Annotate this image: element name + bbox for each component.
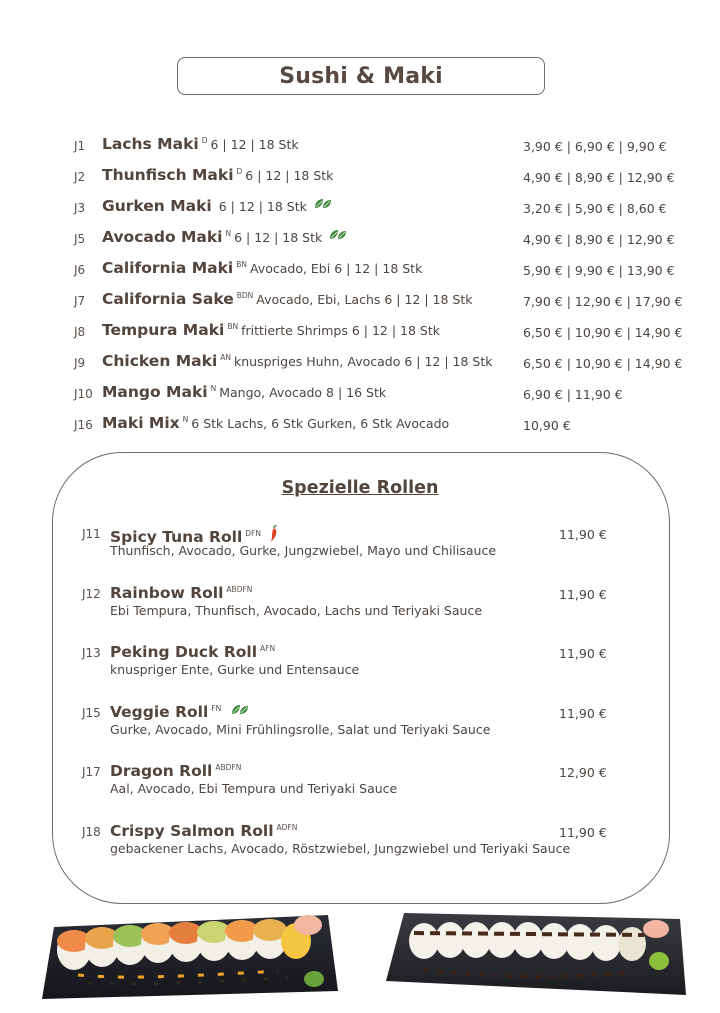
allergen-codes: N <box>182 415 189 424</box>
item-description: Mango, Avocado 8 | 16 Stk <box>219 385 387 400</box>
item-code: J8 <box>74 325 86 339</box>
item-line <box>102 259 422 277</box>
item-price: 3,20 € | 5,90 € | 8,60 € <box>523 201 667 216</box>
sushi-photo-rainbow-roll <box>38 905 344 1001</box>
maki-row <box>0 321 720 345</box>
item-name: Chicken Maki <box>102 352 218 370</box>
item-name: Tempura Maki <box>102 321 225 339</box>
item-code: J1 <box>74 139 86 153</box>
item-price: 5,90 € | 9,90 € | 13,90 € <box>523 263 675 278</box>
item-price: 11,90 € <box>559 824 607 840</box>
item-name: Spicy Tuna Roll <box>110 528 243 546</box>
vegetarian-leaf-icon <box>329 229 347 241</box>
allergen-codes: FN <box>211 703 222 713</box>
item-price: 10,90 € <box>523 418 571 433</box>
item-line <box>102 166 333 184</box>
item-description: 6 | 12 | 18 Stk <box>245 168 334 183</box>
allergen-codes: BN <box>236 260 247 269</box>
maki-row <box>0 352 720 376</box>
item-description: knuspriges Huhn, Avocado 6 | 12 | 18 Stk <box>234 354 493 369</box>
item-price: 6,50 € | 10,90 € | 14,90 € <box>523 325 683 340</box>
item-line <box>102 321 440 339</box>
item-price: 12,90 € <box>559 765 607 780</box>
chili-spicy-icon <box>268 525 280 543</box>
item-code: J12 <box>82 586 101 601</box>
allergen-codes: ADFN <box>276 822 298 832</box>
maki-row <box>0 228 720 252</box>
item-line <box>102 135 299 153</box>
item-line <box>110 643 278 661</box>
item-name: Mango Maki <box>102 383 208 401</box>
allergen-codes: D <box>236 167 243 176</box>
item-code: J11 <box>82 527 101 541</box>
item-description: frittierte Shrimps 6 | 12 | 18 Stk <box>241 323 440 338</box>
item-code: J17 <box>82 765 101 779</box>
special-roll-item <box>0 762 720 802</box>
item-code: J18 <box>82 824 101 839</box>
item-name: Dragon Roll <box>110 762 213 780</box>
item-line <box>102 414 449 432</box>
item-price: 3,90 € | 6,90 € | 9,90 € <box>523 139 667 154</box>
item-price: 11,90 € <box>559 586 607 602</box>
special-rolls-title: Spezielle Rollen <box>281 478 439 498</box>
item-description: 6 | 12 | 18 Stk <box>234 230 323 245</box>
item-name: Thunfisch Maki <box>102 166 234 184</box>
item-description: gebackener Lachs, Avocado, Röstzwiebel, Jungzwiebel und Teriyaki Sauce <box>110 840 571 856</box>
vegetarian-leaf-icon <box>231 704 249 716</box>
allergen-codes: D <box>201 136 208 145</box>
allergen-codes: AFN <box>260 644 276 653</box>
item-price: 4,90 € | 8,90 € | 12,90 € <box>523 232 675 247</box>
item-description: 6 | 12 | 18 Stk <box>218 199 307 214</box>
item-code: J9 <box>74 356 86 370</box>
maki-row <box>0 290 720 314</box>
item-line <box>102 197 332 215</box>
allergen-codes: ABDFN <box>226 584 253 594</box>
item-name: California Sake <box>102 290 234 308</box>
item-description: knuspriger Ente, Gurke und Entensauce <box>110 662 360 677</box>
item-name: Maki Mix <box>102 414 180 432</box>
item-line <box>102 352 492 370</box>
menu-title: Sushi & Maki <box>279 63 443 89</box>
vegetarian-leaf-icon <box>314 198 332 210</box>
maki-row <box>0 259 720 283</box>
item-name: Avocado Maki <box>102 228 223 246</box>
item-code: J7 <box>74 294 86 308</box>
item-line <box>102 228 347 246</box>
maki-row <box>0 135 720 159</box>
item-price: 6,90 € | 11,90 € <box>523 387 623 402</box>
special-roll-item <box>0 584 720 624</box>
maki-row <box>0 414 720 438</box>
menu-title-box <box>177 57 545 95</box>
item-description: Thunfisch, Avocado, Gurke, Jungzwiebel, Mayo und Chilisauce <box>110 543 497 558</box>
maki-row <box>0 383 720 407</box>
item-description: Ebi Tempura, Thunfisch, Avocado, Lachs und Teriyaki Sauce <box>110 602 483 618</box>
allergen-codes: AN <box>220 353 232 362</box>
special-roll-item <box>0 703 720 743</box>
allergen-codes: ABDFN <box>215 763 242 772</box>
item-name: Rainbow Roll <box>110 583 224 602</box>
special-roll-item <box>0 643 720 683</box>
item-price: 7,90 € | 12,90 € | 17,90 € <box>523 294 683 309</box>
allergen-codes: BN <box>227 322 239 331</box>
item-price: 11,90 € <box>559 705 607 721</box>
item-name: Gurken Maki <box>102 197 212 215</box>
maki-row <box>0 197 720 221</box>
item-description: Avocado, Ebi 6 | 12 | 18 Stk <box>249 261 423 276</box>
item-line <box>110 703 249 721</box>
item-code: J2 <box>74 170 86 184</box>
maki-row <box>0 166 720 190</box>
allergen-codes: N <box>210 384 217 393</box>
item-name: Peking Duck Roll <box>110 643 258 661</box>
item-line <box>102 383 386 401</box>
item-code: J5 <box>74 232 86 246</box>
special-roll-item <box>0 822 720 862</box>
allergen-codes: DFN <box>245 529 261 538</box>
allergen-codes: BDN <box>236 291 254 300</box>
item-name: Lachs Maki <box>102 135 199 153</box>
item-description: Gurke, Avocado, Mini Frühlingsrolle, Salat und Teriyaki Sauce <box>110 721 491 737</box>
item-code: J15 <box>82 705 101 720</box>
item-code: J10 <box>74 387 93 401</box>
item-price: 11,90 € <box>559 646 607 661</box>
item-name: California Maki <box>102 259 234 277</box>
allergen-codes: N <box>225 229 232 238</box>
item-description: 6 | 12 | 18 Stk <box>210 137 299 152</box>
item-price: 6,50 € | 10,90 € | 14,90 € <box>523 356 683 371</box>
item-description: Aal, Avocado, Ebi Tempura und Teriyaki Sauce <box>110 781 398 796</box>
item-code: J6 <box>74 263 86 277</box>
item-line <box>110 822 300 840</box>
item-code: J16 <box>74 418 93 432</box>
item-name: Crispy Salmon Roll <box>110 821 274 840</box>
item-line <box>102 290 472 308</box>
item-description: Avocado, Ebi, Lachs 6 | 12 | 18 Stk <box>256 292 473 307</box>
item-price: 4,90 € | 8,90 € | 12,90 € <box>523 170 675 185</box>
item-line <box>110 762 244 780</box>
item-description: 6 Stk Lachs, 6 Stk Gurken, 6 Stk Avocado <box>191 416 450 431</box>
item-code: J13 <box>82 646 101 660</box>
special-roll-item <box>0 524 720 564</box>
sushi-photo-dragon-roll <box>384 909 690 999</box>
item-code: J3 <box>74 201 86 215</box>
item-price: 11,90 € <box>559 527 607 542</box>
item-name: Veggie Roll <box>110 702 209 721</box>
item-line <box>110 584 255 602</box>
